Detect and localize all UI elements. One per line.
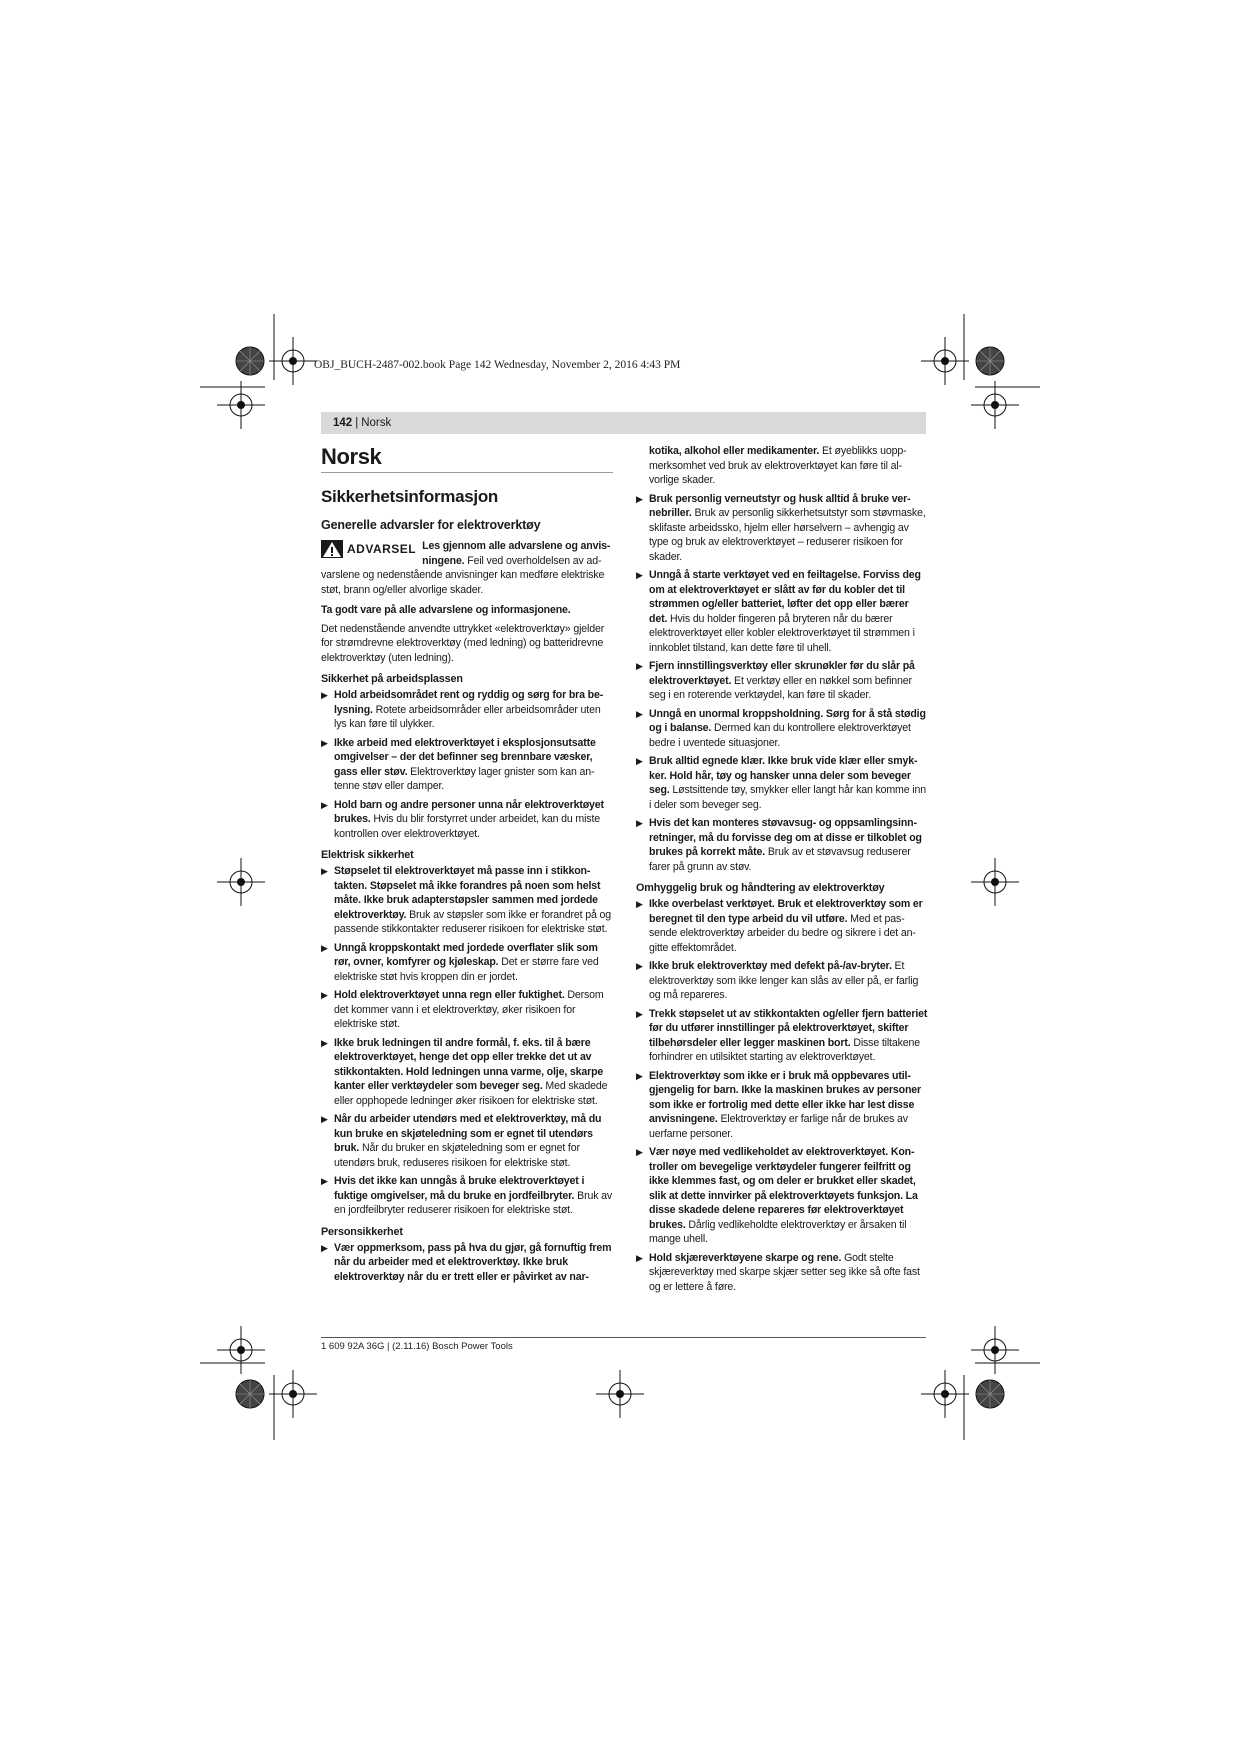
warning-word: ADVARSEL xyxy=(347,541,417,556)
page-number: 142 xyxy=(333,417,353,429)
list-item: ▶ Hold elektroverktøyet unna regn eller fuktighet. Dersom det kommer vann i et elektroverktøy, øker risikoen for elektriske støt. xyxy=(321,989,604,1030)
list-item: ▶ Bruk alltid egnede klær. Ikke bruk vide klær eller smykker. Hold hår, tøy og hansker unna deler som beveger seg. Løstsittende tøy, smykker eller langt hår kan komme inn i deler som beveger seg. xyxy=(636,755,926,811)
list-item: ▶ Trekk støpselet ut av stikkontakten og/eller fjern batteriet før du utfører innstillinger på elektroverktøyet, skifter tilbehørsdeler eller legger maskinen bort. Disse tiltakene forhindrer en utilsiktet starting av elektroverktøyet. xyxy=(636,1007,928,1063)
reg-mark-upper-right xyxy=(971,381,1019,429)
page-title: Norsk xyxy=(321,444,382,469)
personal-heading: Personsikkerhet xyxy=(321,1225,403,1238)
reg-mark-upper-left xyxy=(217,381,265,429)
right-column xyxy=(636,444,928,1298)
electrical-list xyxy=(321,864,613,1218)
footer-text: 1 609 92A 36G | (2.11.16) Bosch Power Tools xyxy=(321,1341,513,1352)
warning-bold: Les gjennom alle advarslene og anvisningene. xyxy=(422,540,611,567)
personal-list-continued xyxy=(636,492,928,875)
reg-mark-bottom-left xyxy=(269,1370,317,1418)
workplace-heading: Sikkerhet på arbeidsplassen xyxy=(321,673,463,685)
list-item: ▶ Elektroverktøy som ikke er i bruk må oppbevares utilgjengelig for barn. Ikke la maskinen brukes av personer som ikke er fortrolig med dette eller ikke har lest disse anvisningene. Elektroverktøy er farlige når de brukes av uerfarne personer. xyxy=(636,1069,921,1140)
list-item: ▶ Vær oppmerksom, pass på hva du gjør, gå fornuftig frem når du arbeider med et elektroverktøy. Ikke bruk elektroverktøy når du er trett eller er påvirket av nar- xyxy=(321,1241,612,1283)
keep-heading: Ta godt vare på alle advarslene og informasjonene. xyxy=(321,604,571,616)
list-item: ▶ Hvis det kan monteres støvavsug- og oppsamlingsinnretninger, må du forvisse deg om at disse er tilkoblet og brukes på korrekt måte. Bruk av et støvavsug reduserer farer på grunn av støv. xyxy=(636,817,922,873)
list-item: ▶ Hold arbeidsområdet rent og ryddig og sørg for bra belysning. Rotete arbeidsområder eller arbeidsområder uten lys kan føre til ulykker. xyxy=(321,689,604,730)
warning-block xyxy=(321,539,613,597)
page-header-bar xyxy=(321,412,926,434)
reg-mark-lower-right xyxy=(971,1326,1019,1374)
list-item: ▶ Ikke overbelast verktøyet. Bruk et elektroverktøy som er beregnet til den type arbeid du vil utføre. Med et passende elektroverktøy arbeider du bedre og sikrere i det angitte effektområdet. xyxy=(636,898,923,954)
list-item: ▶ Bruk personlig verneutstyr og husk alltid å bruke vernebriller. Bruk av personlig sikkerhetsutstyr som støvmaske, sklifaste arbeidssko, hjelm eller hørselvern – avhengig av type og bruk av elektroverktøyet – reduserer risikoen for skader. xyxy=(636,492,926,563)
list-item: ▶ Ikke bruk elektroverktøy med defekt på-/av-bryter. Et elektroverktøy som ikke lenger kan slås av eller på, er farlig og må repareres. xyxy=(636,960,919,1001)
title-rule xyxy=(321,472,613,473)
footer-rule xyxy=(321,1337,926,1338)
list-item: ▶ Ikke arbeid med elektroverktøyet i eksplosjonsutsatte omgivelser – der det befinner seg brennbare væsker, gass eller støv. Elektroverktøy lager gnister som kan antenne støv eller damper. xyxy=(321,736,596,792)
list-item: ▶ Hold skjæreverktøyene skarpe og rene. Godt stelte skjæreverktøy med skarpe skjær setter seg ikke så ofte fast og er lettere å føre. xyxy=(636,1251,920,1293)
reg-mark-top-left xyxy=(269,337,317,385)
reg-mark-bottom-center xyxy=(596,1370,644,1418)
list-item: ▶ Unngå kroppskontakt med jordede overflater slik som rør, ovner, komfyrer og kjøleskap. Det er større fare ved elektriske støt hvis kroppen din er jordet. xyxy=(321,941,599,983)
personal-list xyxy=(321,1241,613,1285)
list-item: ▶ Fjern innstillingsverktøy eller skrunøkler før du slår på elektroverktøyet. Et verktøy eller en nøkkel som befinner seg i en roterende verktøydel, kan føre til skader. xyxy=(636,660,915,701)
warning-triangle-icon xyxy=(321,540,343,558)
warning-text: Feil ved overholdelsen av advarslene og nedenstående anvisninger kan medføre elektriske støt, brann og/eller alvorlige skader. xyxy=(321,554,605,596)
header-separator: | xyxy=(355,417,359,429)
print-info: OBJ_BUCH-2487-002.book Page 142 Wednesday, November 2, 2016 4:43 PM xyxy=(314,359,681,371)
reg-mark-top-right xyxy=(921,337,969,385)
warning-label xyxy=(321,540,416,558)
star-mark-top-right xyxy=(976,347,1004,375)
list-item: ▶ Unngå å starte verktøyet ved en feiltagelse. Forviss deg om at elektroverktøyet er slått av før du kobler det til strømmen og/eller batteriet, løfter det opp eller bærer det. Hvis du holder fingeren på bryteren når du bærer elektroverktøyet eller kobler elektroverktøyet til strømmen i innkoblet tilstand, kan dette føre til uhell. xyxy=(636,569,921,654)
subsection-title: Generelle advarsler for elektroverktøy xyxy=(321,518,541,532)
handling-list xyxy=(636,897,928,1294)
section-title: Sikkerhetsinformasjon xyxy=(321,487,498,506)
reg-mark-middle-right xyxy=(971,858,1019,906)
reg-mark-bottom-right xyxy=(921,1370,969,1418)
electrical-heading: Elektrisk sikkerhet xyxy=(321,849,414,861)
star-mark-bottom-left xyxy=(236,1380,264,1408)
list-item: ▶ Støpselet til elektroverktøyet må passe inn i stikkontakten. Støpselet må ikke forandres på noen som helst måte. Ikke bruk adapterstøpsler sammen med jordede elektroverktøy. Bruk av støpsler som ikke er forandret på og passende stikkontakter reduserer risikoen for elektriske støt. xyxy=(321,865,611,935)
list-item: ▶ Ikke bruk ledningen til andre formål, f. eks. til å bære elektroverktøyet, henge det opp eller trekke det ut av stikkontakten. Hold ledningen unna varme, olje, skarpe kanter eller verktøydeler som beveger seg. Med skadede eller opphopede ledninger øker risikoen for elektriske støt. xyxy=(321,1036,608,1107)
list-item: ▶ Vær nøye med vedlikeholdet av elektroverktøyet. Kontroller om bevegelige verktøydeler fungerer feilfritt og ikke klemmes fast, og om deler er brukket eller skadet, slik at dette innvirker på elektroverktøyets funksjon. La disse skadede delene repareres før elektroverktøyet brukes. Dårlig vedlikeholdte elektroverktøy er årsaken til mange uhell. xyxy=(636,1146,918,1245)
star-mark-bottom-right xyxy=(976,1380,1004,1408)
list-item: ▶ Unngå en unormal kroppsholdning. Sørg for å stå stødig og i balanse. Dermed kan du kontrollere elektroverktøyet bedre i uventede situasjoner. xyxy=(636,707,926,749)
keep-text: Det nedenstående anvendte uttrykket «elektroverktøy» gjelder for strømdrevne elektroverktøy (med ledning) og batteridrevne elektroverktøy (uten ledning). xyxy=(321,622,605,664)
list-item: ▶ Når du arbeider utendørs med et elektroverktøy, må du kun bruke en skjøteledning som er egnet til utendørs bruk. Når du bruker en skjøteledning som er egnet for utendørs bruk, reduseres risikoen for elektriske støt. xyxy=(321,1113,602,1169)
handling-heading: Omhyggelig bruk og håndtering av elektroverktøy xyxy=(636,882,885,894)
list-item: ▶ Hvis det ikke kan unngås å bruke elektroverktøyet i fuktige omgivelser, må du bruke en jordfeilbryter. Bruk av en jordfeilbryter reduserer risikoen for elektriske støt. xyxy=(321,1175,613,1216)
list-item: ▶ Hold barn og andre personer unna når elektroverktøyet brukes. Hvis du blir forstyrret under arbeidet, kan du miste kontrollen over elektroverktøyet. xyxy=(321,798,604,840)
reg-mark-middle-left xyxy=(217,858,265,906)
left-column xyxy=(321,444,613,1288)
continuation-paragraph: kotika, alkohol eller medikamenter. Et øyeblikks uoppmerksomhet ved bruk av elektroverktøyet kan føre til alvorlige skader. xyxy=(649,445,907,486)
reg-mark-lower-left xyxy=(217,1326,265,1374)
header-section: Norsk xyxy=(361,417,392,429)
star-mark-top-left xyxy=(236,347,264,375)
workplace-list xyxy=(321,688,613,841)
